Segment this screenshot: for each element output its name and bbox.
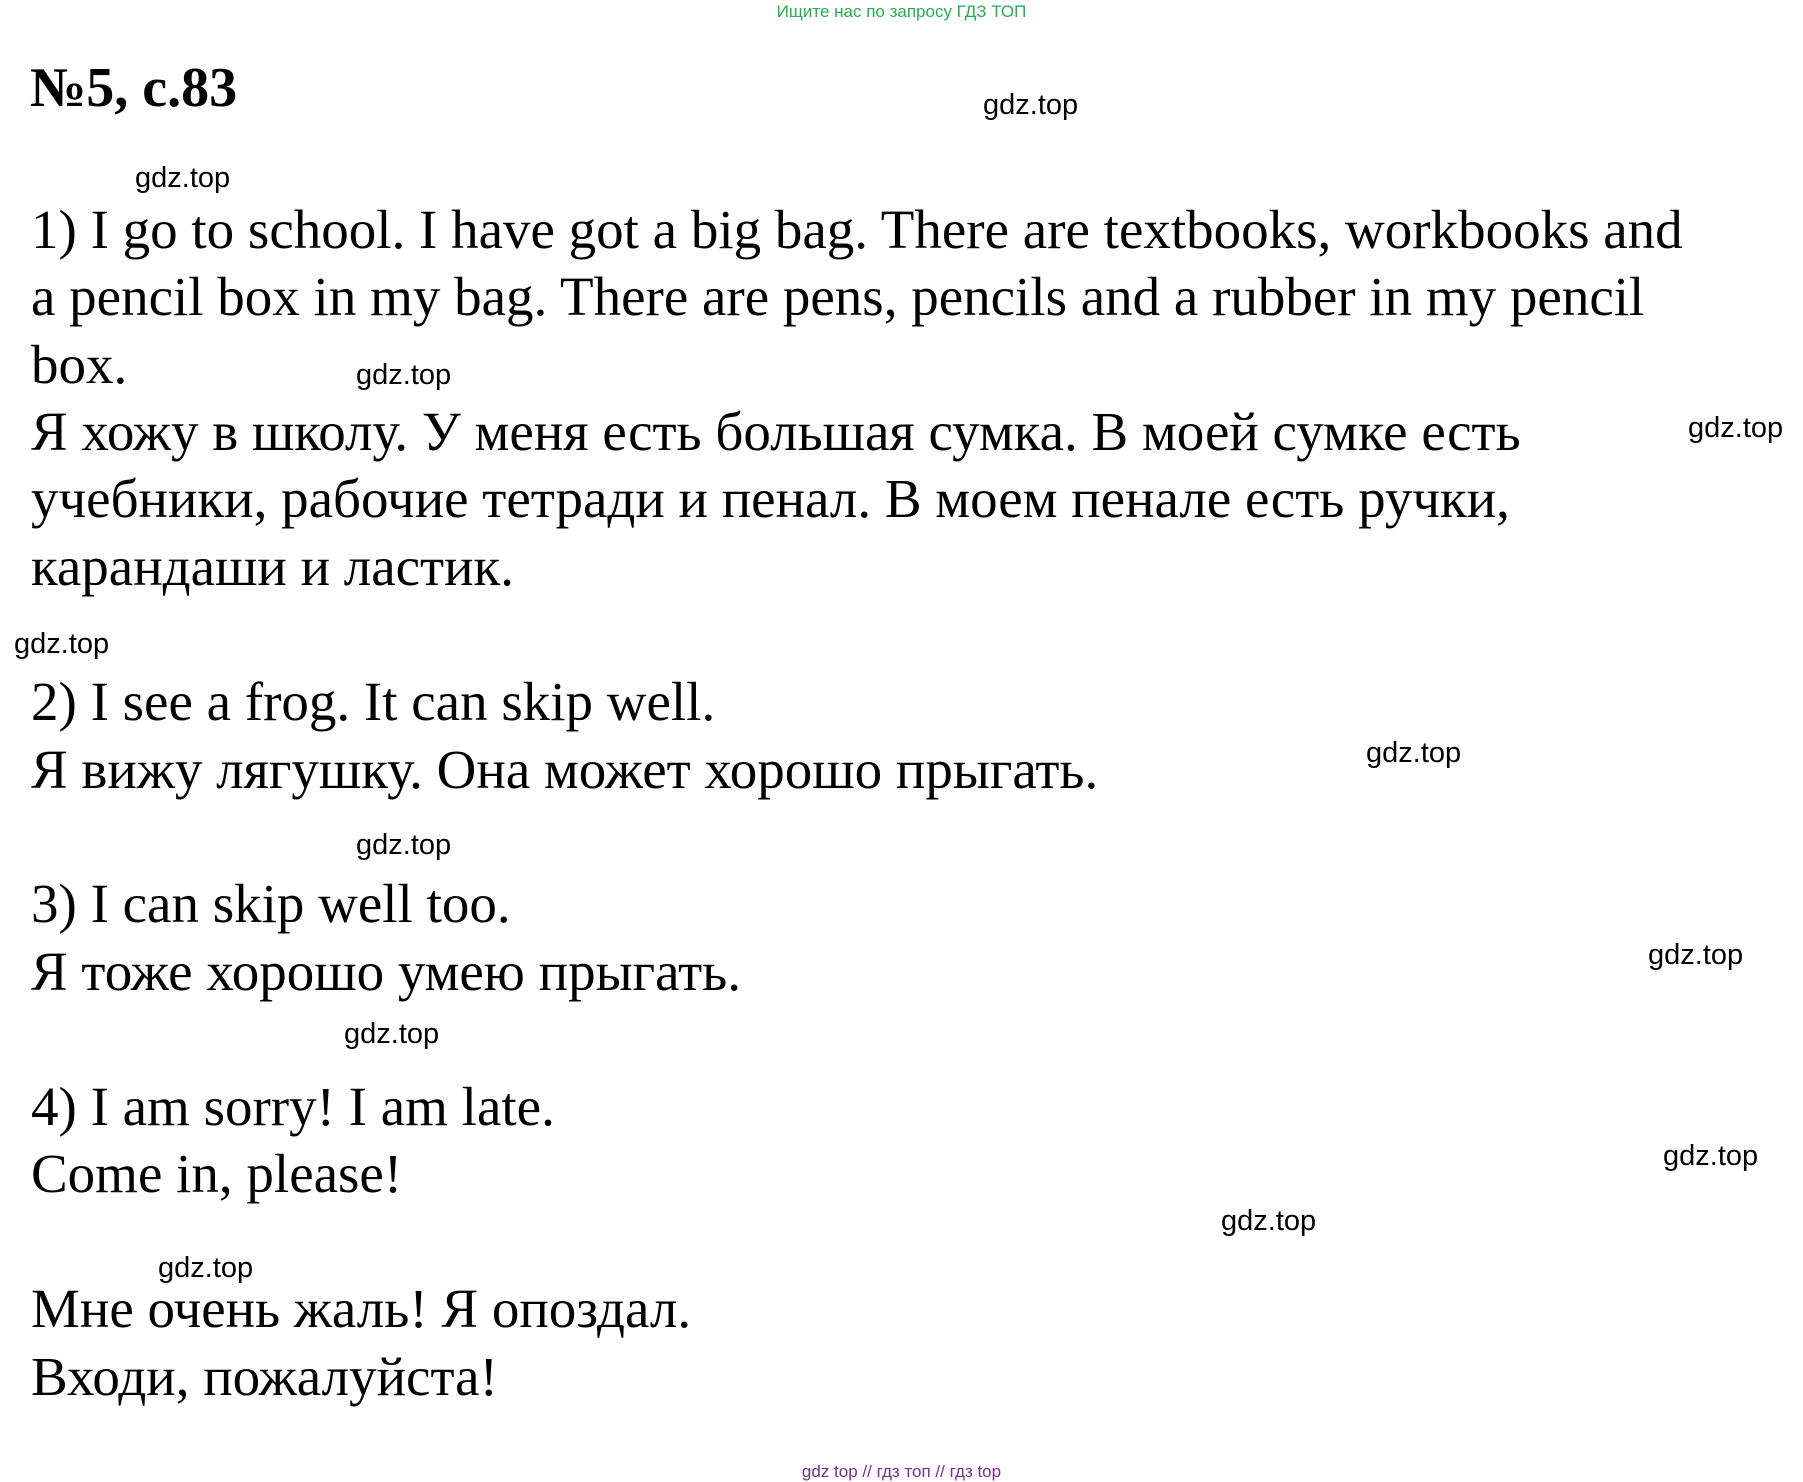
watermark: gdz.top [1663,1140,1759,1172]
section2-english: 2) I see a frog. It can skip well. [31,671,716,732]
watermark: gdz.top [14,628,110,660]
section4-english-line2: Come in, please! [31,1143,403,1204]
section3-english: 3) I can skip well too. [31,873,511,934]
bottom-banner: gdz top // гдз топ // гдз top [801,1462,1002,1481]
watermark: gdz.top [983,89,1079,121]
section1-english-line3: box. [31,334,128,395]
section1-english-line2: a pencil box in my bag. There are pens, pencils and a rubber in my pencil [31,266,1645,327]
section4-russian-line2: Входи, пожалуйста! [31,1346,498,1407]
watermark: gdz.top [1366,737,1462,769]
watermark: gdz.top [344,1018,440,1050]
watermark: gdz.top [1648,939,1744,971]
section1-russian-line1: Я хожу в школу. У меня есть большая сумка. В моей сумке есть [31,401,1521,462]
watermark: gdz.top [1688,412,1784,444]
watermark: gdz.top [356,829,452,861]
section1-russian-line2: учебники, рабочие тетради и пенал. В моем пенале есть ручки, [31,468,1510,529]
watermark: gdz.top [356,359,452,391]
top-banner: Ищите нас по запросу ГДЗ ТОП [776,2,1027,21]
section1-russian-line3: карандаши и ластик. [31,536,514,597]
section4-english-line1: 4) I am sorry! I am late. [31,1076,555,1137]
page-title: №5, с.83 [30,57,238,119]
section3-russian: Я тоже хорошо умею прыгать. [31,941,741,1002]
section1-english-line1: 1) I go to school. I have got a big bag. There are textbooks, workbooks and [31,199,1683,260]
watermark: gdz.top [135,162,231,194]
watermark: gdz.top [158,1252,254,1284]
watermark: gdz.top [1221,1205,1317,1237]
section2-russian: Я вижу лягушку. Она может хорошо прыгать. [31,739,1099,800]
section4-russian-line1: Мне очень жаль! Я опоздал. [31,1278,692,1339]
